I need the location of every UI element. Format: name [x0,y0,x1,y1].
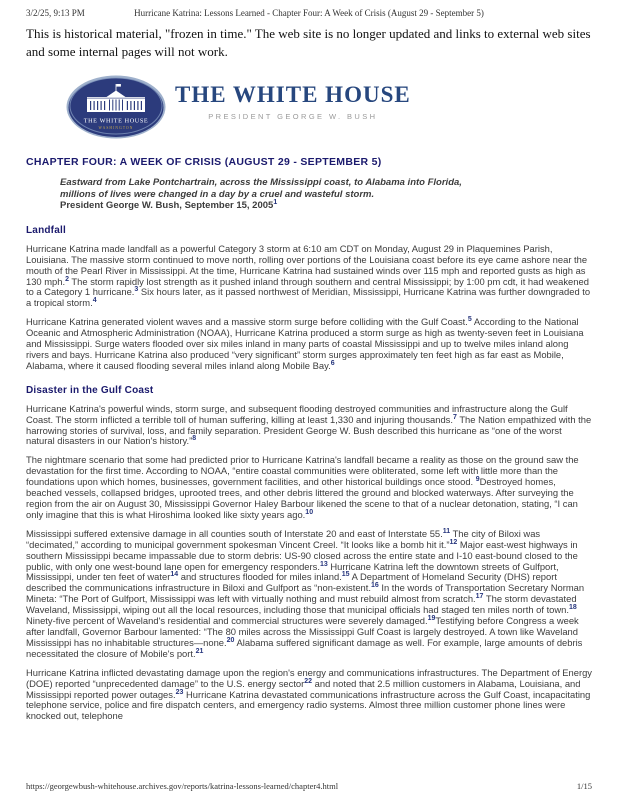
masthead-subtitle: PRESIDENT GEORGE W. BUSH [208,112,378,121]
footnote-ref[interactable]: 21 [195,647,204,655]
body-paragraph: The nightmare scenario that some had predicted prior to Hurricane Katrina's landfall became a reality as those on the ground saw the devastation for the first time. According to NOAA, “entire coastal communities were obliterated, some left with little more than the foundations upon which homes, businesses, government facilities, and other historical buildings once stood. $^9$Destroyed homes, beached vessels, collapsed bridges, uprooted trees, and other debris littered the ground and blocked waterways. After surveying the region from the air on August 30, Mississippi Governor Haley Barbour likened the scene to that of a nuclear detonation, stating, “I can only imagine that this is what Hiroshima looked like sixty years ago.$^{10}$ [26,454,579,520]
seal-title-text: THE WHITE HOUSE [83,117,149,125]
sections-container [26,225,592,722]
footnote-ref[interactable]: 4 [92,297,97,305]
footnote-ref[interactable]: 12 [449,538,458,546]
quote-line-2: millions of lives were changed in a day by a cruel and wasteful storm. [60,188,375,200]
body-paragraph: Hurricane Katrina generated violent waves and a massive storm surge before colliding with the Gulf Coast.$^5$ According to the National Oceanic and Atmospheric Administration (NOAA), Hurricane Katrina produced a storm surge as high as twenty-seven feet in Louisiana and Mississippi. Surge waters flooded over six miles inland in many parts of coastal Mississippi and up to twelve miles inland along rivers and bays. Hurricane Katrina also produced “very significant” storm surges approximately ten feet high as far east as Mobile, Alabama, where it caused flooding several miles inland along Mobile Bay.$^6$ [26,316,584,371]
body-paragraph: Hurricane Katrina made landfall as a powerful Category 3 storm at 6:10 am CDT on Monday, August 29 in Plaquemines Parish, Louisiana. The massive storm continued to move north, rolling over portions of the Louisiana coast before its eye came ashore near the mouth of the Pearl River in Mississippi. At the time, Hurricane Katrina had sustained winds over 115 mph and reported gusts as high as 130 mph.$^2$ The storm rapidly lost strength as it pushed inland through southern and central Mississippi; by 1:00 pm cdt, it had weakened to a Category 1 hurricane.$^3$ Six hours later, as it passed northwest of Meridian, Mississippi, Hurricane Katrina was further downgraded to a tropical storm.$^4$ [26,242,591,309]
footnote-ref[interactable]: 2 [65,275,69,283]
quote-line-1: Eastward from Lake Pontchartrain, across the Mississippi coast, to Alabama into Florida, [60,177,462,188]
footnote-ref[interactable]: 1 [273,199,278,207]
footnote-ref[interactable]: 11 [442,527,451,535]
masthead-text [175,75,411,121]
footnote-ref[interactable]: 8 [192,435,197,443]
footnote-ref[interactable]: 7 [452,413,457,421]
footnote-ref[interactable]: 23 [175,688,184,696]
print-footer [26,781,592,791]
print-header [0,8,618,20]
report-content [26,156,592,722]
print-datetime: 3/2/25, 9:13 PM [26,8,85,18]
footnote-ref[interactable]: 15 [341,571,350,579]
footnote-ref[interactable]: 3 [134,286,139,294]
chapter-heading: CHAPTER FOUR: A WEEK OF CRISIS (AUGUST 29 - SEPTEMBER 5) [26,156,382,168]
body-paragraph: Hurricane Katrina inflicted devastating damage upon the region's energy and communications infrastructures. The Department of Energy (DOE) reported “unprecedented damage” to the U.S. energy sector$^{22}$ and noted that 2.5 million customers in Alabama, Louisiana, and Mississippi reported power outages.$^{23}$ Hurricane Katrina devastated communications infrastructure across the Gulf Coast, incapacitating telephone service, police and fire dispatch centers, and emergency radio systems. Almost three million customer phone lines were knocked out, telephone [26,666,592,722]
footnote-ref[interactable]: 19 [427,614,436,622]
footnote-ref[interactable]: 9 [475,476,480,484]
footnote-ref[interactable]: 20 [226,636,235,644]
footer-url: https://georgewbush-whitehouse.archives.gov/reports/katrina-lessons-learned/chapter4.html [26,781,339,791]
print-page-title: Hurricane Katrina: Lessons Learned - Chapter Four: A Week of Crisis (August 29 - September 5) [134,8,484,18]
footnote-ref[interactable]: 5 [467,316,472,324]
white-house-seal [66,75,166,139]
chapter-epigraph [60,177,592,212]
footnote-ref[interactable]: 18 [569,604,577,612]
footnote-ref[interactable]: 13 [319,560,328,568]
footnote-ref[interactable]: 17 [475,593,484,601]
section-heading: Landfall [26,224,66,236]
quote-attribution-text: President George W. Bush, September 15, 2005 [60,200,274,212]
footer-page-number: 1/15 [576,781,592,791]
footnote-ref[interactable]: 16 [370,582,379,590]
footnote-ref[interactable]: 14 [170,571,179,579]
quote-attribution [60,200,592,212]
section-heading: Disaster in the Gulf Coast [26,384,154,396]
footnote-ref[interactable]: 10 [305,508,314,516]
masthead-title: THE WHITE HOUSE [175,82,411,107]
footnote-ref[interactable]: 22 [304,677,313,685]
body-paragraph: Hurricane Katrina's powerful winds, storm surge, and subsequent flooding destroyed communities and infrastructure along the Gulf Coast. The storm inflicted a terrible toll of human suffering, killing at least 1,330 and injuring thousands.$^7$ The Nation empathized with the harrowing stories of survival, loss, and family separation. President George W. Bush described this hurricane as “one of the worst natural disasters in our Nation's history.”$^8$ [26,402,592,447]
body-paragraph: Mississippi suffered extensive damage in all counties south of Interstate 20 and east of Interstate 55.11 The city of Biloxi was “decimated,” according to municipal government spokesman Vincent Creel. “It looks like a bomb hit it.”$^{12}$ Major east-west highways in southern Mississippi became impassable due to storm debris: US-90 closed across the entire state and I-10 east-bound closed to the public, with only one west-bound lane open for emergency responders.$^{13}$ Hurricane Katrina left the downtown streets of Gulfport, Mississippi, under ten feet of water$^{14}$ and structures flooded for miles inland.$^{15}$ A Department of Homeland Security (DHS) report described the communications infrastructure in Biloxi and Gulfport as “non-existent.$^{16}$ In the words of Transportation Secretary Norman Mineta: “The Port of Gulfport, Mississippi was left with virtually nothing and must rebuild almost from scratch.$^{17}$ The storm devastated Waveland, Mississippi, wiping out all the local resources, including those that municipal officials had staged ten miles north of town.$^{18}$ Ninety-five percent of Waveland's residential and commercial structures were severely damaged.$^{19}$Testifying before Congress a week after landfall, Governor Barbour lamented: “The 80 miles across the Mississippi Gulf Coast is largely destroyed. A town like Waveland Mississippi has no inhabitable structures—none.$^{20}$ Alabama suffered significant damage as well. For example, large amounts of debris necessitated the closure of Mobile's port.$^{21}$ [26,527,585,659]
frozen-in-time-notice: This is historical material, "frozen in time." The web site is no longer updated and links to external web sites and some internal pages will not work. [26,26,591,59]
seal-washington-text: WASHINGTON [98,126,134,130]
masthead [66,75,411,139]
footnote-ref[interactable]: 6 [330,359,335,367]
